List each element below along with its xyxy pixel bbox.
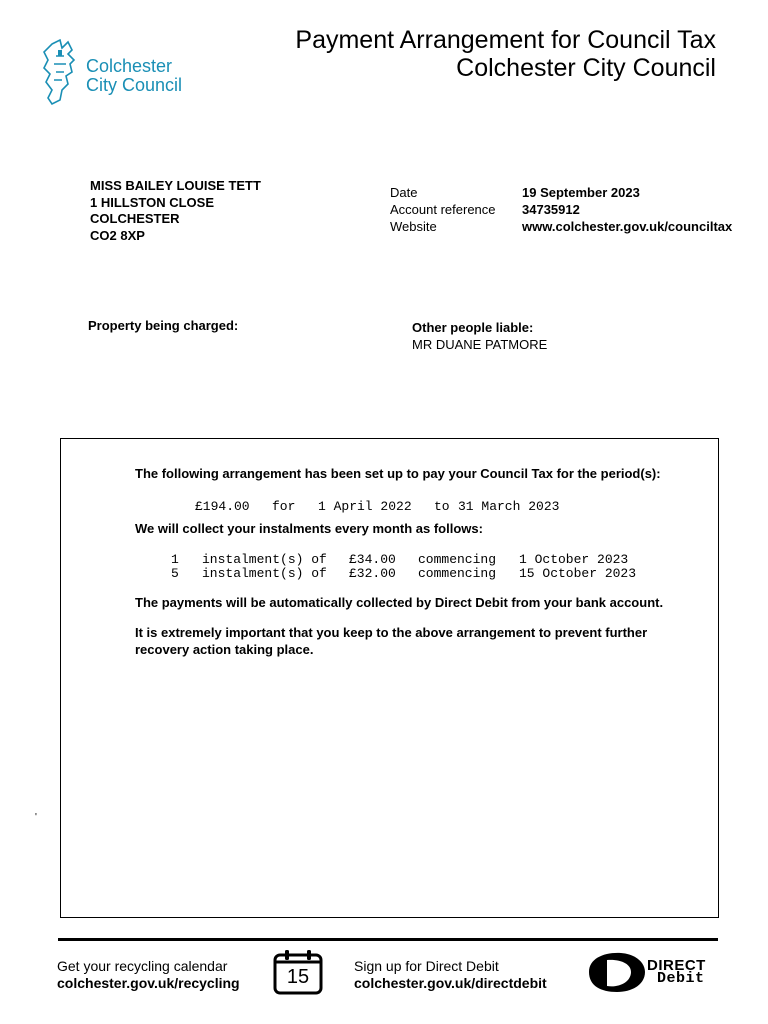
- direct-debit-logo-line-1: DIRECT: [647, 957, 706, 974]
- arrangement-intro: The following arrangement has been set up to pay your Council Tax for the period(s):: [135, 466, 661, 481]
- date-row: [390, 184, 732, 201]
- period-to: to: [434, 499, 450, 514]
- direct-debit-logo: [585, 950, 719, 994]
- calendar-number: 15: [286, 966, 310, 988]
- logo-line-1: Colchester: [86, 56, 173, 76]
- date-label: Date: [390, 185, 418, 200]
- website-label: Website: [390, 219, 437, 234]
- title-line-1: Payment Arrangement for Council Tax: [295, 26, 716, 54]
- instalment-count: 5: [171, 566, 179, 581]
- address-line: 1 HILLSTON CLOSE: [90, 194, 214, 210]
- recycling-promo: [57, 958, 240, 992]
- document-title: [295, 26, 716, 82]
- instalment-count: 1: [171, 552, 179, 567]
- direct-debit-link[interactable]: colchester.gov.uk/directdebit: [354, 975, 547, 991]
- instalment-date: 15 October 2023: [519, 566, 637, 581]
- address-line: COLCHESTER: [90, 211, 180, 226]
- recipient-address: [90, 178, 261, 244]
- address-line: CO2 8XP: [90, 227, 145, 243]
- recycling-link[interactable]: colchester.gov.uk/recycling: [57, 975, 240, 991]
- date-value: 19 September 2023: [522, 185, 640, 200]
- calendar-icon: [272, 949, 324, 995]
- arrangement-box: [60, 438, 719, 918]
- direct-debit-logo-line-2: Debit: [657, 970, 705, 987]
- property-label: Property being charged:: [88, 318, 239, 333]
- other-people-name: MR DUANE PATMORE: [412, 337, 548, 352]
- instalment-commencing: commencing: [418, 552, 497, 567]
- address-line: MISS BAILEY LOUISE TETT: [90, 178, 261, 193]
- direct-debit-note: The payments will be automatically collected by Direct Debit from your bank account.: [135, 595, 664, 610]
- direct-debit-mark-icon: [585, 950, 649, 994]
- period-amount: £194.00: [195, 499, 250, 514]
- other-people-label: Other people liable:: [412, 320, 534, 335]
- account-reference-row: [390, 201, 732, 218]
- website-row: [390, 218, 732, 235]
- instalment-commencing: commencing: [418, 566, 497, 581]
- logo-line-2: City Council: [86, 75, 183, 95]
- instalment-amount: £34.00: [349, 552, 396, 567]
- stray-mark: ': [35, 812, 37, 823]
- recycling-label: Get your recycling calendar: [57, 958, 228, 974]
- direct-debit-promo: [354, 958, 547, 992]
- account-details: [390, 184, 732, 235]
- footer-rule: [58, 938, 718, 941]
- warning-note: It is extremely important that you keep to the above arrangement to prevent further recovery action taking place.: [135, 625, 648, 657]
- council-logo: [38, 38, 188, 108]
- direct-debit-label: Sign up for Direct Debit: [354, 958, 499, 974]
- instalment-text: instalment(s) of: [202, 552, 327, 567]
- instalment-text: instalment(s) of: [202, 566, 327, 581]
- collect-intro: We will collect your instalments every month as follows:: [135, 521, 483, 536]
- period-start: 1 April 2022: [318, 499, 412, 514]
- account-reference-label: Account reference: [390, 202, 496, 217]
- website-link[interactable]: www.colchester.gov.uk/counciltax: [522, 219, 733, 234]
- instalment-amount: £32.00: [349, 566, 396, 581]
- account-reference-value: 34735912: [522, 202, 580, 217]
- instalment-date: 1 October 2023: [519, 552, 629, 567]
- period-for: for: [272, 499, 296, 514]
- other-people-liable: [412, 319, 547, 353]
- title-line-2: Colchester City Council: [456, 54, 716, 82]
- period-end: 31 March 2023: [458, 499, 560, 514]
- castle-head-icon: [38, 38, 86, 108]
